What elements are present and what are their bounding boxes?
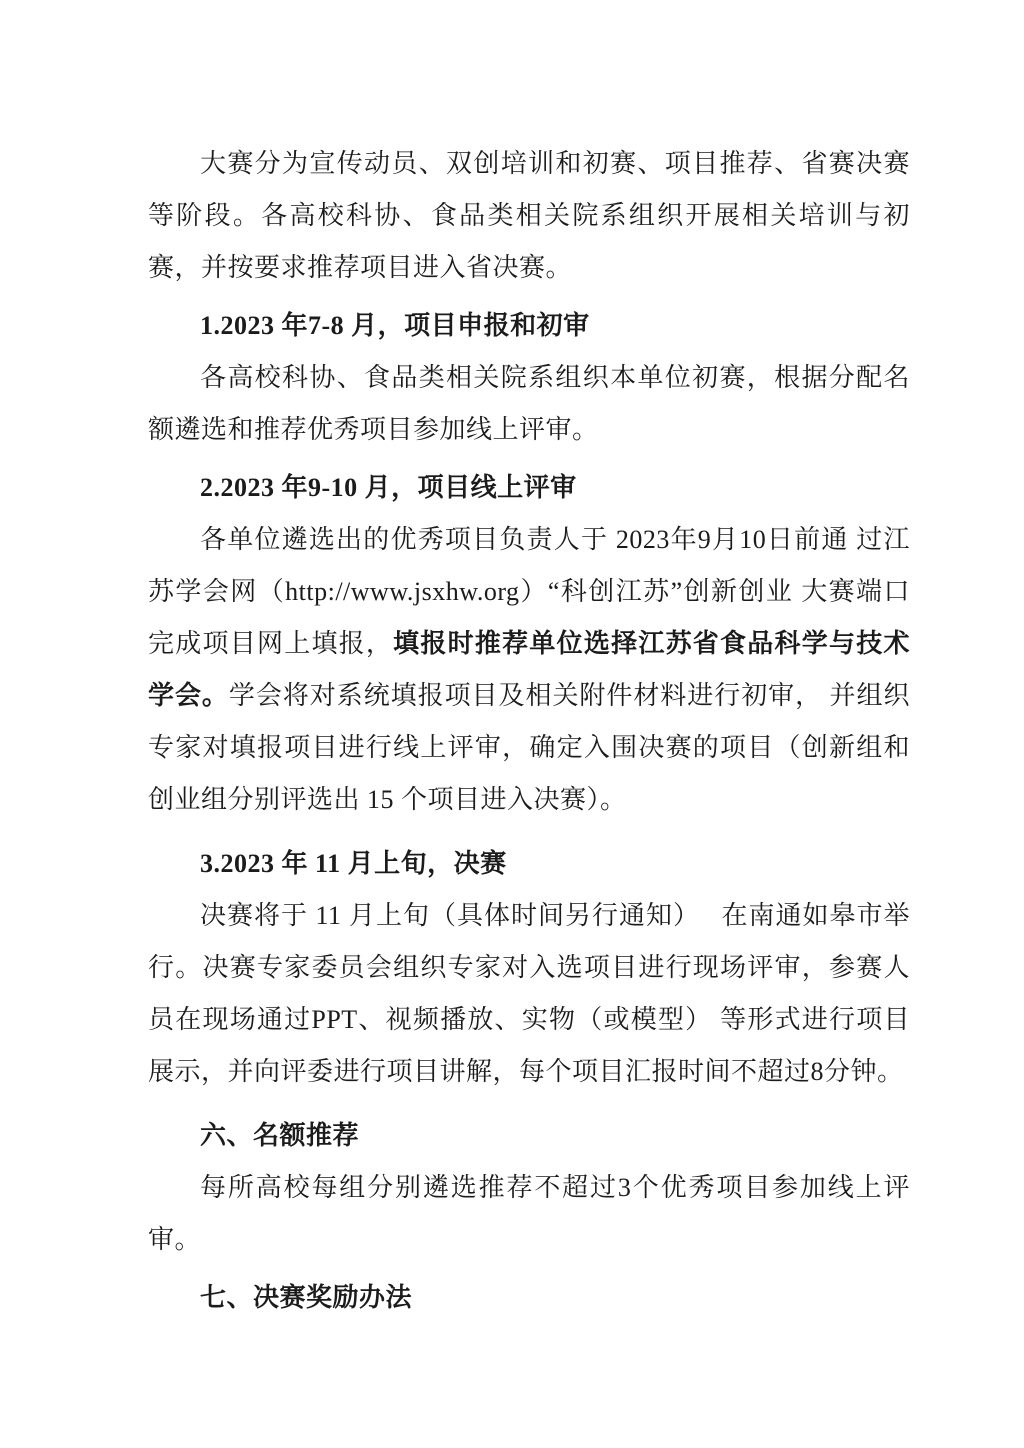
heading-section6-quota: 六、名额推荐 [200,1121,360,1150]
phase2-bold-note: 填报时推荐单位选择江苏省食品科学与技术学会。 [148,629,910,710]
phase2-text-before-bold: 各单位遴选出的优秀项目负责人于 2023年9月10日前通 过江苏学会网（http://www.jsxhw.org）“科创江苏”创新创业 大赛端口完成项目网上填报， [148,525,910,658]
heading-phase2-online-review: 2.2023 年9-10 月，项目线上评审 [200,473,577,502]
phase1-paragraph: 各高校科协、食品类相关院系组织本单位初赛，根据分配名额遴选和推荐优秀项目参加线上评审。 [148,363,910,444]
heading-phase1-application: 1.2023 年7-8 月，项目申报和初审 [200,311,590,340]
document-content [148,138,910,1324]
heading-phase3-finals: 3.2023 年 11 月上旬，决赛 [200,849,507,878]
phase2-paragraph [148,514,910,826]
phase3-paragraph: 决赛将于 11 月上旬（具体时间另行通知） 在南通如皋市举行。决赛专家委员会组织专家对入选项目进行现场评审，参赛人员在现场通过PPT、视频播放、实物（或模型） 等形式进行项目 展示，并向评委进行项目讲解，每个项目汇报时间不超过8分钟。 [148,901,910,1086]
heading-section7-awards: 七、决赛奖励办法 [200,1283,413,1312]
intro-paragraph: 大赛分为宣传动员、双创培训和初赛、项目推荐、省赛决赛等阶段。各高校科协、食品类相关院系组织开展相关培训与初赛，并按要求推荐项目进入省决赛。 [148,149,910,282]
section6-paragraph: 每所高校每组分别遴选推荐不超过3个优秀项目参加线上评审。 [148,1173,910,1254]
phase2-text-after-bold: 学会将对系统填报项目及相关附件材料进行初审， 并组织专家对填报项目进行线上评审，确定入围决赛的项目（创新组和创业组分别评选出 15 个项目进入决赛）。 [148,681,910,814]
